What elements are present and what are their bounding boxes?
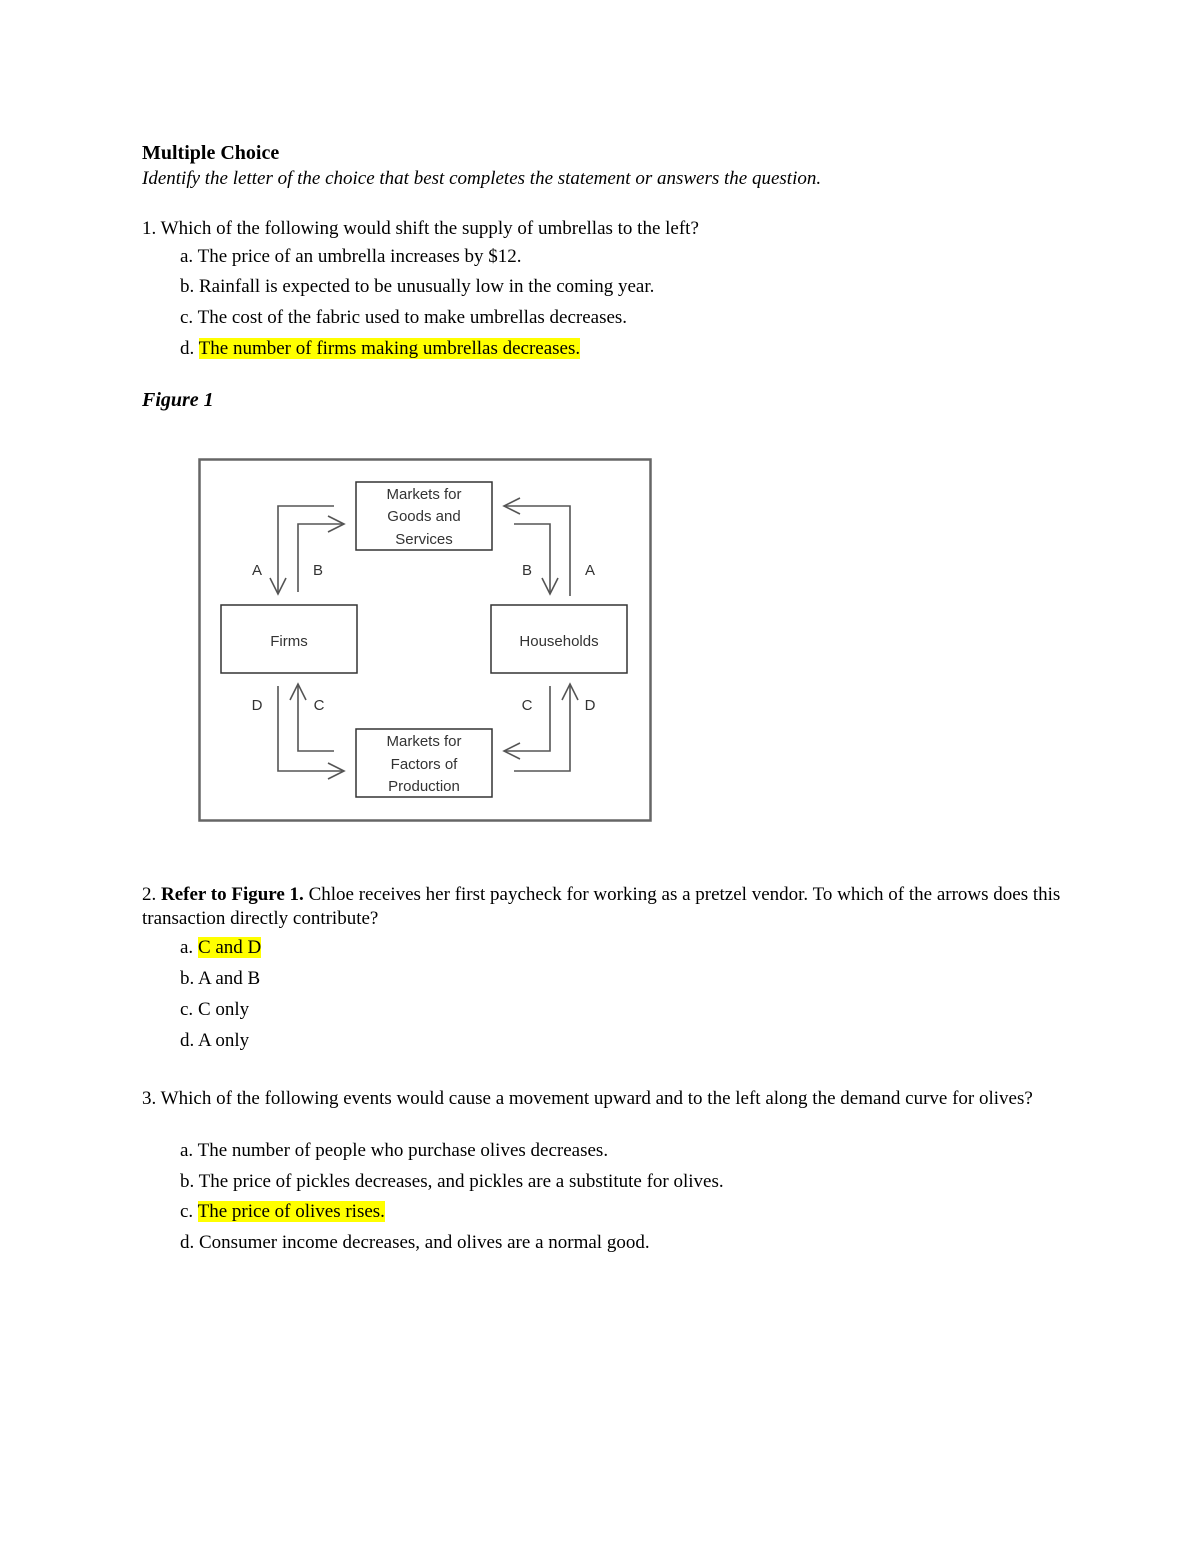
choice-letter: c. bbox=[180, 307, 194, 328]
choice-letter: b. bbox=[180, 276, 195, 297]
question-1-choice-c bbox=[180, 306, 627, 330]
choice-text: The cost of the fabric used to make umbrellas decreases. bbox=[197, 307, 628, 328]
choice-letter: c. bbox=[180, 1201, 194, 1222]
question-text: Which of the following would shift the supply of umbrellas to the left? bbox=[160, 218, 699, 239]
arrow-a-top-left bbox=[278, 506, 334, 594]
households-label: Households bbox=[519, 633, 599, 650]
choice-text: A and B bbox=[197, 968, 261, 989]
firms-label: Firms bbox=[270, 633, 308, 650]
choice-text-highlighted: The number of firms making umbrellas decreases. bbox=[198, 338, 581, 359]
goods-market-label-line3: Services bbox=[395, 531, 453, 548]
factor-market-label-line2: Factors of bbox=[390, 756, 458, 773]
choice-text: C only bbox=[197, 999, 250, 1020]
choice-text: Consumer income decreases, and olives are a normal good. bbox=[199, 1232, 650, 1253]
choice-text: The price of an umbrella increases by $12. bbox=[197, 246, 522, 267]
question-3-stem bbox=[142, 1087, 1082, 1111]
question-1-choice-d bbox=[180, 337, 580, 361]
choice-letter: d. bbox=[180, 1232, 195, 1253]
section-title: Multiple Choice bbox=[142, 142, 280, 164]
label-a-left: A bbox=[251, 562, 263, 579]
choice-text: A only bbox=[197, 1030, 250, 1051]
choice-text: The number of people who purchase olives decreases. bbox=[197, 1140, 609, 1161]
question-1-choice-a bbox=[180, 245, 522, 269]
arrow-b-top-left bbox=[298, 524, 344, 592]
choice-letter: c. bbox=[180, 999, 194, 1020]
question-2-stem bbox=[142, 883, 1082, 931]
label-c-left: C bbox=[313, 697, 325, 714]
choice-text: Rainfall is expected to be unusually low in the coming year. bbox=[199, 276, 655, 297]
question-2-choice-a bbox=[180, 936, 261, 960]
choice-letter: a. bbox=[180, 937, 194, 958]
factor-market-label-line1: Markets for bbox=[386, 733, 462, 750]
goods-market-label-line1: Markets for bbox=[386, 486, 462, 503]
question-number: 3. bbox=[142, 1088, 157, 1109]
question-3-choice-b bbox=[180, 1170, 724, 1194]
question-1-choice-b bbox=[180, 275, 654, 299]
question-text: Which of the following events would cause a movement upward and to the left along the demand curve for olives? bbox=[160, 1088, 1033, 1109]
question-number: 1. bbox=[142, 218, 157, 239]
question-2-choice-d bbox=[180, 1029, 249, 1053]
label-c-right: C bbox=[521, 697, 533, 714]
choice-letter: b. bbox=[180, 1171, 195, 1192]
label-a-right: A bbox=[584, 562, 596, 579]
question-number: 2. bbox=[142, 884, 157, 905]
arrow-d-bottom-left bbox=[278, 686, 344, 771]
question-text: Chloe receives her first paycheck for working as a pretzel vendor. To which of the arrows does this transaction directly contribute? bbox=[142, 884, 1061, 929]
choice-letter: a. bbox=[180, 246, 194, 267]
label-b-left: B bbox=[312, 562, 324, 579]
circular-flow-diagram bbox=[198, 458, 653, 824]
question-1-stem bbox=[142, 217, 1082, 241]
choice-letter: d. bbox=[180, 338, 195, 359]
choice-text: The price of pickles decreases, and pickles are a substitute for olives. bbox=[198, 1171, 724, 1192]
figure-reference: Refer to Figure 1. bbox=[161, 884, 304, 905]
question-3-choice-d bbox=[180, 1231, 650, 1255]
factor-market-label-line3: Production bbox=[388, 778, 460, 795]
label-b-right: B bbox=[521, 562, 533, 579]
question-2-choice-b bbox=[180, 967, 260, 991]
question-2-choice-c bbox=[180, 998, 249, 1022]
choice-letter: d. bbox=[180, 1030, 195, 1051]
choice-text-highlighted: The price of olives rises. bbox=[197, 1201, 385, 1222]
question-3-choice-a bbox=[180, 1139, 608, 1163]
goods-market-label-line2: Goods and bbox=[387, 508, 461, 525]
instructions: Identify the letter of the choice that best completes the statement or answers the question. bbox=[142, 168, 822, 189]
choice-letter: b. bbox=[180, 968, 195, 989]
choice-text-highlighted: C and D bbox=[197, 937, 262, 958]
arrow-c-bottom-left bbox=[298, 684, 334, 751]
figure-title: Figure 1 bbox=[142, 389, 214, 411]
arrow-c-bottom-right bbox=[504, 686, 550, 751]
label-d-left: D bbox=[251, 697, 263, 714]
label-d-right: D bbox=[584, 697, 596, 714]
choice-letter: a. bbox=[180, 1140, 194, 1161]
arrow-a-top-right bbox=[504, 506, 570, 596]
question-3-choice-c bbox=[180, 1200, 385, 1224]
arrow-b-top-right bbox=[514, 524, 550, 594]
